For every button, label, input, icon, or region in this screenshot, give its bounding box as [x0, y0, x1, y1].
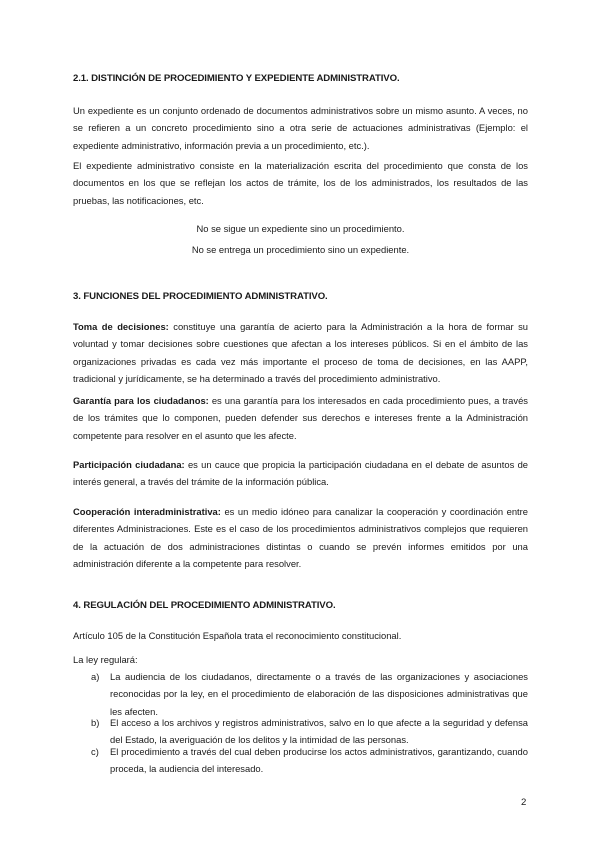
section-heading-4: 4. REGULACIÓN DEL PROCEDIMIENTO ADMINISTRATIVO.	[73, 600, 336, 611]
list-marker-c: c)	[91, 746, 99, 757]
text-participacion-ciudadana: es un cauce que propicia la participación ciudadana en el debate de asuntos de interés general, a través del trámite de la información pública.	[73, 459, 529, 488]
centered-statement-2: No se entrega un procedimiento sino un expediente.	[191, 244, 410, 255]
paragraph-cooperacion-interadministrativa	[73, 503, 528, 572]
list-text-c: El procedimiento a través del cual deben producirse los actos administrativos, garantizando, cuando proceda, la audiencia del interesado.	[110, 746, 528, 775]
list-text-b: El acceso a los archivos y registros administrativos, salvo en lo que afecte a la seguridad y defensa del Estado, la averiguación de los delitos y la intimidad de las personas.	[110, 717, 528, 746]
paragraph-garantia-ciudadanos	[73, 392, 528, 444]
section-heading-2-1: 2.1. DISTINCIÓN DE PROCEDIMIENTO Y EXPEDIENTE ADMINISTRATIVO.	[73, 73, 400, 84]
paragraph-articulo-105: Artículo 105 de la Constitución Española trata el reconocimiento constitucional.	[73, 630, 402, 641]
text-toma-decisiones: constituye una garantía de acierto para la Administración a la hora de formar su voluntad y tomar decisiones sobre cuestiones que afectan a los intereses públicos. Si en el ámbito de las organizaciones privadas es cada vez más importante el proceso de toma de decisiones, en las AAPP, tradicional y jurídicamente, se ha determinado a través del procedimiento administrativo.	[73, 321, 528, 384]
term-garantia-ciudadanos: Garantía para los ciudadanos:	[73, 395, 209, 406]
list-text-a: La audiencia de los ciudadanos, directamente o a través de las organizaciones y asociaciones reconocidas por la ley, en el procedimiento de elaboración de las disposiciones administrativas que les afecten.	[110, 671, 528, 717]
text-garantia-ciudadanos: es una garantía para los interesados en cada procedimiento pues, a través de los trámites que lo componen, pueden defender sus derechos e intereses frente a la Administración competente para resolver en el asunto que les afecte.	[73, 395, 528, 441]
section-heading-3: 3. FUNCIONES DEL PROCEDIMIENTO ADMINISTRATIVO.	[73, 291, 328, 302]
paragraph-ley-regulara: La ley regulará:	[73, 654, 138, 665]
list-marker-a: a)	[91, 671, 100, 682]
list-marker-b: b)	[91, 717, 100, 728]
term-cooperacion-interadministrativa: Cooperación interadministrativa:	[73, 506, 221, 517]
paragraph-participacion-ciudadana	[73, 456, 528, 491]
term-toma-decisiones: Toma de decisiones:	[73, 321, 169, 332]
paragraph-expediente-materializacion: El expediente administrativo consiste en la materialización escrita del procedimiento que consta de los documentos en los que se reflejan los actos de trámite, los de los administrados, los resultados de las pruebas, las notificaciones, etc.	[73, 160, 528, 206]
paragraph-expediente-definition: Un expediente es un conjunto ordenado de documentos administrativos sobre un mismo asunto. A veces, no se refieren a un concreto procedimiento sino a otra serie de actuaciones administrativas (Ejemplo: el expediente administrativo, información previa a un procedimiento, etc.).	[73, 105, 528, 151]
paragraph-toma-decisiones	[73, 318, 528, 387]
term-participacion-ciudadana: Participación ciudadana:	[73, 459, 185, 470]
page-number: 2	[521, 797, 527, 808]
text-cooperacion-interadministrativa: es un medio idóneo para canalizar la cooperación y coordinación entre diferentes Administraciones. Este es el caso de los procedimientos administrativos complejos que requieren de la actuación de dos administraciones distintas o cuando se prevén informes emitidos por una administración diferente a la competente para resolver.	[73, 506, 528, 569]
centered-statement-1: No se sigue un expediente sino un procedimiento.	[196, 223, 405, 234]
